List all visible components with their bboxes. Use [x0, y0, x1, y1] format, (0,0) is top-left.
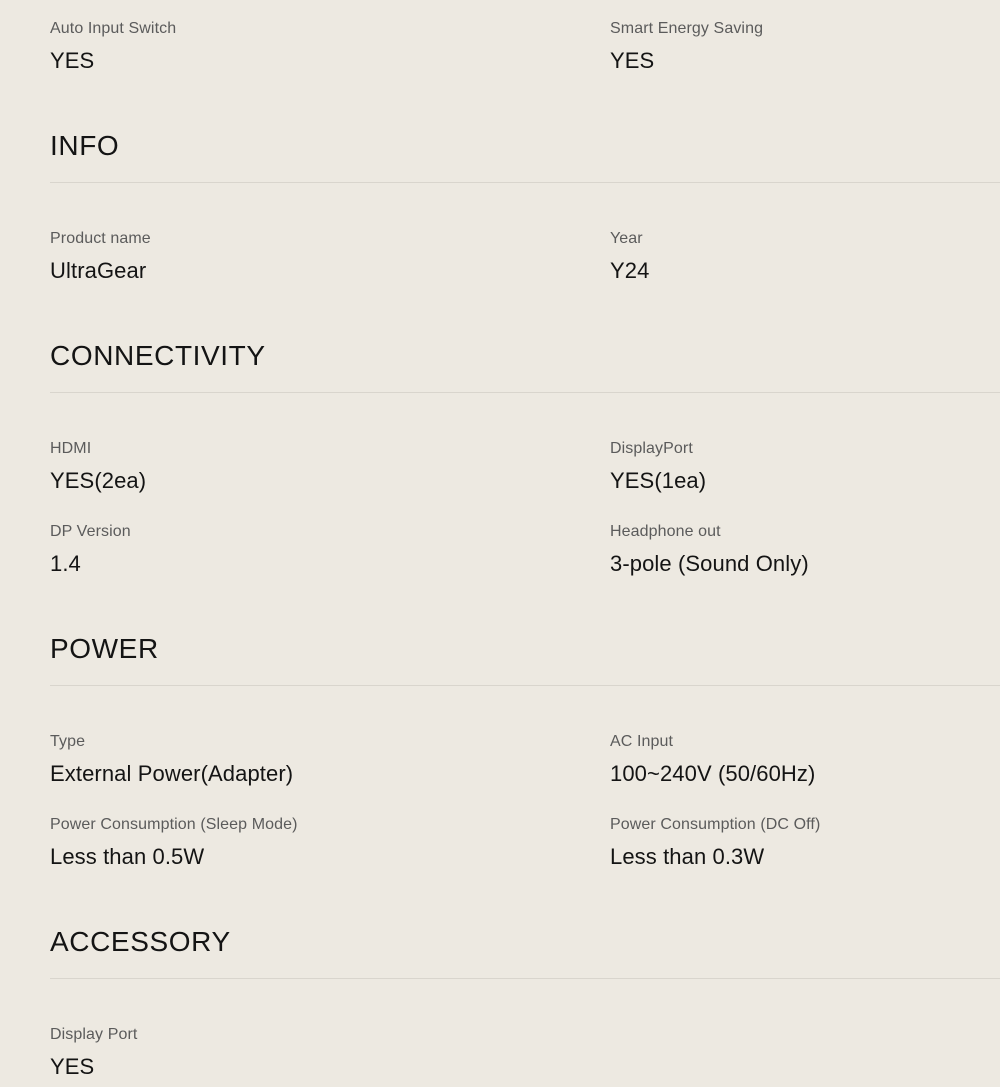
- section-accessory: [50, 926, 1000, 1082]
- spec-value: YES(2ea): [50, 468, 147, 493]
- spec-label: AC Input: [610, 733, 674, 750]
- spec-item-year: [610, 228, 1000, 286]
- spec-label: Headphone out: [610, 523, 721, 540]
- spec-item-power-consumption-dc-off: [610, 814, 1000, 872]
- spec-label: DP Version: [50, 523, 131, 540]
- section-title-info: INFO: [50, 130, 120, 161]
- spec-item-hdmi: [50, 438, 610, 496]
- spec-value: Y24: [610, 258, 650, 283]
- spec-value: 3-pole (Sound Only): [610, 551, 809, 576]
- spec-value: External Power(Adapter): [50, 761, 294, 786]
- spec-value: YES: [610, 48, 655, 73]
- spec-item-display-port-accessory: [50, 1024, 610, 1082]
- spec-label: Power Consumption (Sleep Mode): [50, 816, 298, 833]
- spec-value: YES: [50, 1054, 95, 1079]
- spec-value: 100~240V (50/60Hz): [610, 761, 816, 786]
- spec-item-smart-energy-saving: [610, 18, 1000, 76]
- section-title-accessory: ACCESSORY: [50, 926, 231, 957]
- spec-item-headphone-out: [610, 521, 1000, 579]
- section-power-rows: [50, 686, 1000, 872]
- spec-value: Less than 0.5W: [50, 844, 205, 869]
- spec-value: YES(1ea): [610, 468, 707, 493]
- spec-label: Product name: [50, 230, 151, 247]
- section-power: [50, 633, 1000, 872]
- spec-item-displayport: [610, 438, 1000, 496]
- spec-label: Power Consumption (DC Off): [610, 816, 821, 833]
- section-info-rows: [50, 183, 1000, 286]
- spec-value: Less than 0.3W: [610, 844, 765, 869]
- spec-value: UltraGear: [50, 258, 147, 283]
- section-title-power: POWER: [50, 633, 159, 664]
- section-title-connectivity: CONNECTIVITY: [50, 340, 266, 371]
- spec-value: YES: [50, 48, 95, 73]
- spec-value: 1.4: [50, 551, 81, 576]
- spec-item-ac-input: [610, 731, 1000, 789]
- section-connectivity-rows: [50, 393, 1000, 579]
- spec-item-power-type: [50, 731, 610, 789]
- top-spec-row: [50, 18, 1000, 76]
- spec-label: Year: [610, 230, 643, 247]
- section-connectivity: [50, 340, 1000, 579]
- spec-label: HDMI: [50, 440, 92, 457]
- section-info: [50, 130, 1000, 286]
- spec-label: Type: [50, 733, 86, 750]
- section-accessory-rows: [50, 979, 1000, 1082]
- spec-item-product-name: [50, 228, 610, 286]
- spec-label: Smart Energy Saving: [610, 20, 764, 37]
- spec-label: DisplayPort: [610, 440, 693, 457]
- spec-label: Display Port: [50, 1026, 138, 1043]
- spec-item-auto-input-switch: [50, 18, 610, 76]
- spec-item-power-consumption-sleep: [50, 814, 610, 872]
- spec-item-dp-version: [50, 521, 610, 579]
- spec-label: Auto Input Switch: [50, 20, 177, 37]
